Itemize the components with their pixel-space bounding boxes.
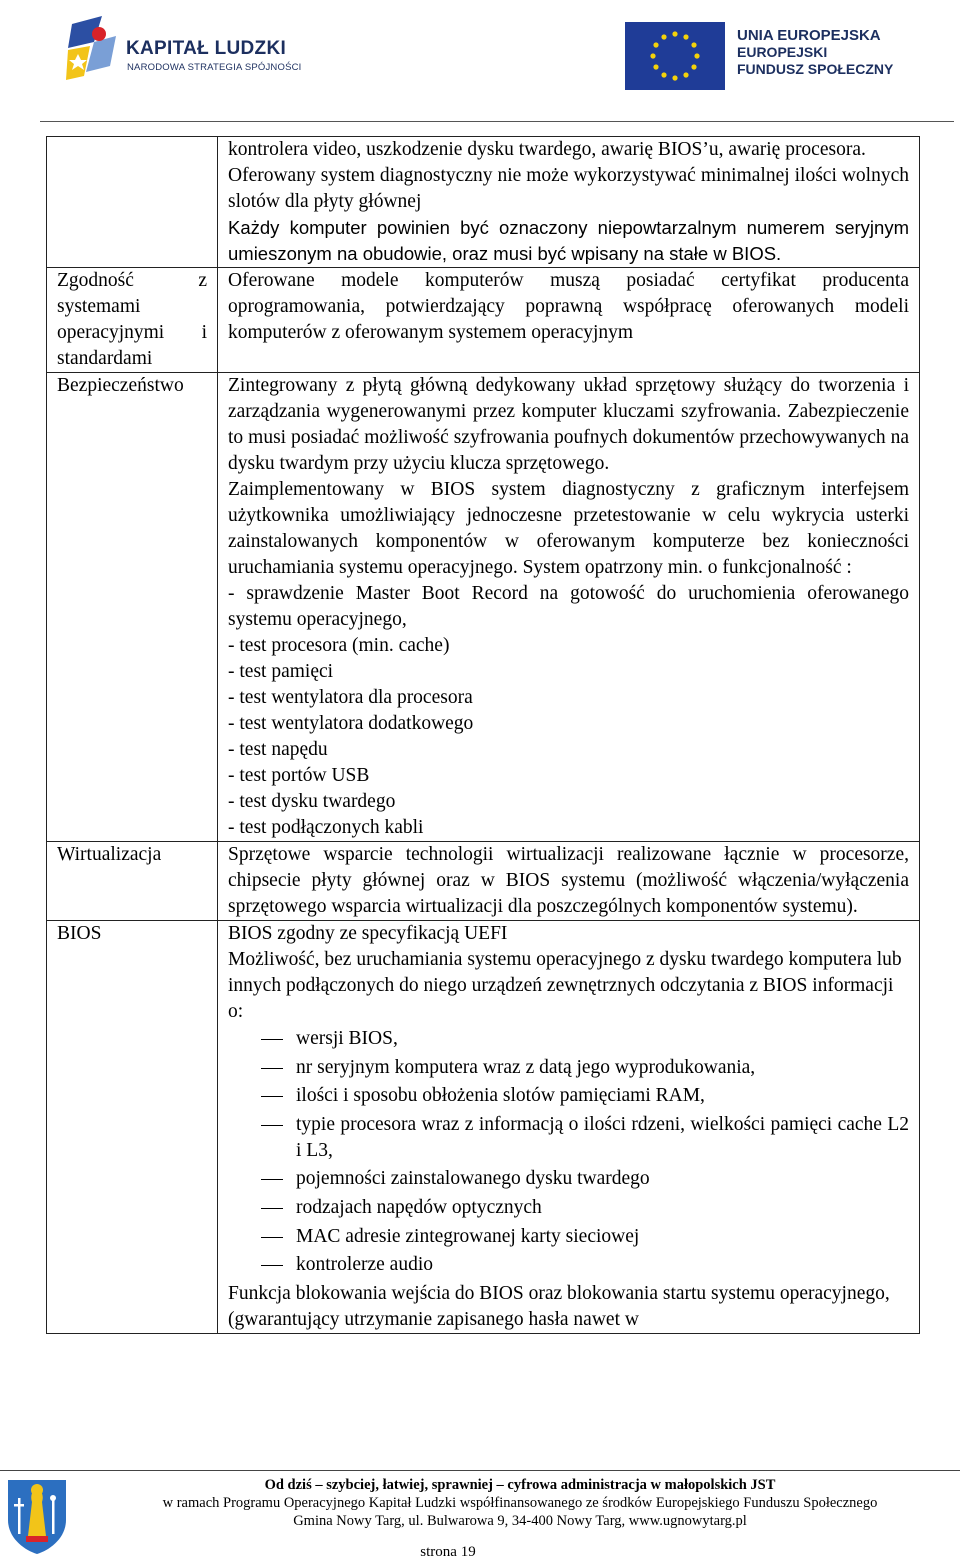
bios-info-list — [228, 1026, 909, 1278]
kapital-ludzki-emblem-icon — [64, 14, 124, 84]
dash-bullet-icon — [261, 1039, 283, 1040]
row-content — [218, 842, 920, 921]
footer-divider — [0, 1470, 960, 1471]
list-item — [228, 1166, 909, 1192]
row-label: Bezpieczeństwo — [47, 373, 218, 842]
diagnostic-test-list — [228, 581, 909, 841]
footer-line-3: Gmina Nowy Targ, ul. Bulwarowa 9, 34-400 Nowy Targ, www.ugnowytarg.pl — [293, 1513, 747, 1529]
list-item: - test pamięci — [228, 661, 334, 682]
list-item — [228, 1083, 909, 1109]
paragraph: kontrolera video, uszkodzenie dysku twardego, awarię BIOS’u, awarię procesora. — [228, 139, 866, 160]
paragraph: Oferowany system diagnostyczny nie może wykorzystywać minimalnej ilości wolnych slotów dla płyty głównej — [228, 165, 909, 212]
table-row — [47, 268, 920, 373]
row-content — [218, 137, 920, 268]
list-item-text: nr seryjnym komputera wraz z datą jego wyprodukowania, — [296, 1056, 756, 1078]
paragraph: Możliwość, bez uruchamiania systemu operacyjnego z dysku twardego komputera lub innych podłączonych do niego urządzeń zewnętrznych odczytania z BIOS informacji o: — [228, 949, 902, 1022]
list-item-text: typie procesora wraz z informacją o ilości rdzeni, wielkości pamięci cache L2 i L3, — [296, 1113, 909, 1161]
row-label: Wirtualizacja — [47, 842, 218, 921]
row-label: BIOS — [47, 921, 218, 1334]
paragraph: Zaimplementowany w BIOS system diagnostyczny z graficznym interfejsem użytkownika umożliwiający jednoczesne przetestowanie w celu wykrycia usterki zainstalowanych komponentów w oferowanym komputerze bez konieczności uruchamiania systemu operacyjnego. System opatrzony min. o funkcjonalność : — [228, 479, 909, 578]
kapital-ludzki-title: KAPITAŁ LUDZKI — [126, 38, 287, 59]
list-item — [228, 1026, 909, 1052]
list-item: - test procesora (min. cache) — [228, 635, 450, 656]
list-item: - test portów USB — [228, 765, 370, 786]
paragraph: Zintegrowany z płytą główną dedykowany układ sprzętowy służący do tworzenia i zarządzania wygenerowanymi przez komputer kluczami szyfrowania. Zabezpieczenie to musi posiadać możliwość szyfrowania poufnych dokumentów przechowywanych na dysku twardym przy użyciu klucza sprzętowego. — [228, 375, 909, 474]
eu-flag-icon — [625, 22, 725, 90]
dash-bullet-icon — [261, 1068, 283, 1069]
paragraph: BIOS zgodny ze specyfikacją UEFI — [228, 923, 508, 944]
list-item — [228, 1195, 909, 1221]
list-item-text: wersji BIOS, — [296, 1028, 398, 1049]
row-label — [47, 137, 218, 268]
kapital-ludzki-subtitle: NARODOWA STRATEGIA SPÓJNOŚCI — [127, 62, 302, 73]
list-item-text: rodzajach napędów optycznych — [296, 1196, 542, 1218]
page-footer — [80, 1476, 960, 1530]
dash-bullet-icon — [261, 1208, 283, 1209]
list-item-text: MAC adresie zintegrowanej karty sieciowej — [296, 1225, 640, 1247]
eu-line-2: EUROPEJSKI — [737, 44, 828, 60]
dash-bullet-icon — [261, 1265, 283, 1266]
dash-bullet-icon — [261, 1179, 283, 1180]
page-number: strona 19 — [420, 1544, 476, 1560]
row-content — [218, 268, 920, 373]
paragraph: Oferowane modele komputerów muszą posiadać certyfikat producenta oprogramowania, potwierdzający poprawną współpracę oferowanych modeli komputerów z oferowanym systemem operacyjnym — [228, 270, 909, 343]
table-row — [47, 921, 920, 1334]
list-item-text: ilości i sposobu obłożenia slotów pamięciami RAM, — [296, 1085, 705, 1107]
row-content — [218, 921, 920, 1334]
table-row — [47, 373, 920, 842]
page-header — [0, 0, 960, 110]
list-item: - sprawdzenie Master Boot Record na gotowość do uruchomienia oferowanego systemu operacyjnego, — [228, 583, 909, 630]
header-divider — [40, 121, 954, 122]
list-item — [228, 1112, 909, 1164]
kapital-ludzki-logo — [64, 14, 302, 94]
list-item-text: kontrolerze audio — [296, 1254, 433, 1276]
row-label: Zgodność z systemami operacyjnymi i standardami — [47, 268, 218, 373]
list-item: - test napędu — [228, 739, 328, 760]
list-item — [228, 1224, 909, 1250]
list-item: - test wentylatora dla procesora — [228, 687, 473, 708]
list-item: - test podłączonych kabli — [228, 817, 424, 838]
list-item — [228, 1055, 909, 1081]
table-row — [47, 842, 920, 921]
dash-bullet-icon — [261, 1237, 283, 1238]
paragraph: Każdy komputer powinien być oznaczony niepowtarzalnym numerem seryjnym umieszonym na obudowie, oraz musi być wpisany na stałe w BIOS. — [228, 217, 909, 264]
list-item-text: pojemności zainstalowanego dysku twardego — [296, 1168, 650, 1190]
dash-bullet-icon — [261, 1125, 283, 1126]
list-item: - test dysku twardego — [228, 791, 396, 812]
paragraph: Funkcja blokowania wejścia do BIOS oraz blokowania startu systemu operacyjnego, (gwarantujący utrzymanie zapisanego hasła nawet w — [228, 1282, 890, 1330]
row-content — [218, 373, 920, 842]
eu-fund-label — [737, 27, 893, 78]
eu-line-1: UNIA EUROPEJSKA — [737, 27, 881, 44]
specification-table — [46, 136, 920, 1334]
list-item: - test wentylatora dodatkowego — [228, 713, 474, 734]
dash-bullet-icon — [261, 1096, 283, 1097]
table-row — [47, 137, 920, 268]
eu-line-3: FUNDUSZ SPOŁECZNY — [737, 61, 894, 77]
paragraph: Sprzętowe wsparcie technologii wirtualizacji realizowane łącznie w procesorze, chipsecie płyty głównej oraz w BIOS systemu (możliwość włączenia/wyłączenia sprzętowego wsparcia wirtualizacji dla poszczególnych komponentów systemu). — [228, 844, 909, 917]
footer-line-1: Od dziś – szybciej, łatwiej, sprawniej – cyfrowa administracja w małopolskich JST — [264, 1477, 776, 1493]
footer-line-2: w ramach Programu Operacyjnego Kapitał Ludzki współfinansowanego ze środków Europejskiego Funduszu Społecznego — [162, 1495, 878, 1511]
list-item — [228, 1252, 909, 1278]
